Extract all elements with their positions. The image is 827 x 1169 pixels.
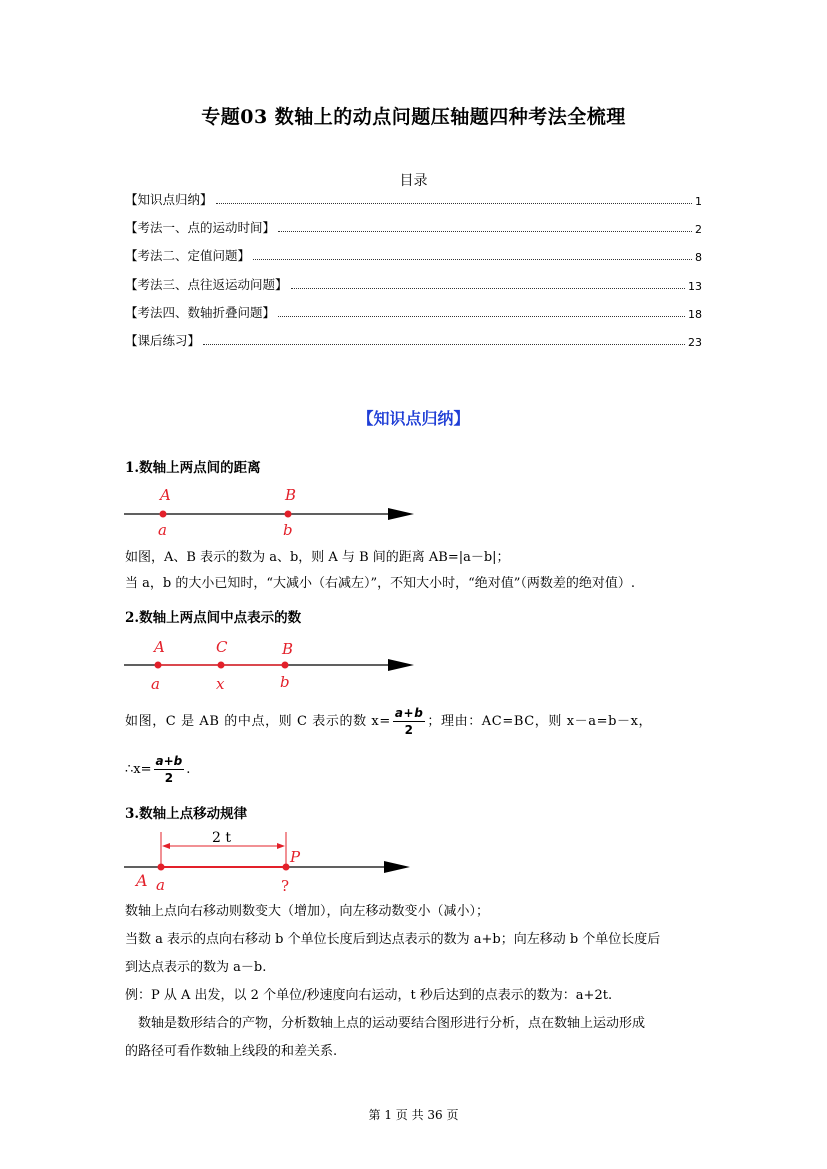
paragraph: 例：P 从 A 出发，以 2 个单位/秒速度向右运动，t 秒后达到的点表示的数为：a+2t.: [125, 988, 613, 1003]
number-line-figure-1: [120, 480, 420, 542]
toc-entry-label: 【考法四、数轴折叠问题】: [125, 305, 276, 320]
toc-entry-label: 【考法一、点的运动时间】: [125, 220, 276, 235]
label-A: A: [154, 638, 165, 656]
label-C: C: [216, 638, 228, 656]
label-a: a: [151, 675, 160, 693]
toc-leader-dots: [253, 258, 692, 260]
toc-entry-label: 【考法二、定值问题】: [125, 248, 251, 263]
paragraph: 当 a，b 的大小已知时，“大减小（右减左）”，不知大小时，“绝对值”（两数差的绝对值）.: [125, 576, 636, 591]
fraction: [393, 705, 426, 738]
label-distance: 2 t: [212, 830, 231, 846]
toc-entry-page: 18: [688, 308, 702, 321]
point-a: [158, 864, 165, 871]
toc-entry[interactable]: [125, 186, 702, 208]
toc-entry[interactable]: [125, 214, 702, 236]
paragraph: 数轴上点向右移动则数变大（增加），向左移动数变小（减小）；: [125, 904, 490, 919]
point-b: [285, 511, 292, 518]
page-footer: 第 1 页 共 36 页: [368, 1108, 459, 1122]
toc-entry[interactable]: [125, 242, 702, 264]
label-question: ?: [281, 877, 290, 895]
number-line-figure-2: [120, 632, 420, 694]
label-B: B: [285, 486, 297, 504]
point-b: [282, 662, 289, 669]
label-A: A: [160, 486, 171, 504]
toc-entry-page: 13: [688, 280, 702, 293]
toc-leader-dots: [291, 287, 685, 289]
toc-entry-label: 【考法三、点往返运动问题】: [125, 277, 288, 292]
toc-heading: 目录: [399, 173, 428, 189]
fraction-denominator: 2: [164, 771, 174, 785]
paragraph: 数轴是数形结合的产物，分析数轴上点的运动要结合图形进行分析，点在数轴上运动形成: [138, 1016, 646, 1031]
section-heading: 【知识点归纳】: [357, 409, 470, 428]
label-B: B: [282, 640, 294, 658]
toc-entry-label: 【知识点归纳】: [125, 192, 213, 207]
paragraph: [125, 704, 705, 740]
label-b: b: [283, 521, 293, 539]
text-run: .: [186, 762, 191, 777]
paragraph: 到达点表示的数为 a－b.: [125, 960, 267, 975]
subsection-heading: 3.数轴上点移动规律: [125, 806, 248, 822]
toc-leader-dots: [278, 315, 685, 317]
fraction-numerator: a+b: [155, 754, 183, 768]
point-c: [218, 662, 225, 669]
fraction-denominator: 2: [404, 723, 414, 737]
fraction: [154, 753, 185, 786]
toc-entry-page: 8: [695, 251, 702, 264]
subsection-heading: 2.数轴上两点间中点表示的数: [125, 610, 302, 626]
fraction-numerator: a+b: [394, 706, 424, 720]
point-a: [155, 662, 162, 669]
toc-entry-page: 2: [695, 223, 702, 236]
toc-leader-dots: [203, 343, 685, 345]
arrow-head-icon: [388, 659, 414, 671]
subsection-heading: 1.数轴上两点间的距离: [125, 460, 261, 476]
number-line-figure-3: [120, 824, 420, 896]
arrow-head-icon: [384, 861, 410, 873]
toc-leader-dots: [278, 230, 692, 232]
text-run: ；理由：AC=BC，则 x－a=b－x，: [427, 714, 653, 729]
toc-entry[interactable]: [125, 299, 702, 321]
toc-leader-dots: [216, 202, 692, 204]
toc-entry[interactable]: [125, 271, 702, 293]
label-x: x: [216, 675, 225, 693]
toc-entry[interactable]: [125, 327, 702, 349]
text-run: ∴x=: [125, 762, 152, 777]
label-P: P: [290, 848, 301, 866]
toc-entry-page: 23: [688, 336, 702, 349]
text-run: 如图，C 是 AB 的中点，则 C 表示的数 x=: [125, 714, 391, 729]
label-a: a: [158, 521, 167, 539]
label-a: a: [156, 876, 165, 894]
page-title: 专题03 数轴上的动点问题压轴题四种考法全梳理: [201, 106, 626, 128]
paragraph: 如图，A、B 表示的数为 a、b，则 A 与 B 间的距离 AB=|a－b|；: [125, 550, 510, 565]
paragraph: 当数 a 表示的点向右移动 b 个单位长度后到达点表示的数为 a+b；向左移动 b 个单位长度后: [125, 932, 661, 947]
point-a: [160, 511, 167, 518]
dimension-arrow-right-icon: [277, 843, 285, 849]
label-b: b: [280, 673, 290, 691]
toc-entry-page: 1: [695, 195, 702, 208]
label-A: A: [136, 871, 148, 890]
toc-entry-label: 【课后练习】: [125, 333, 201, 348]
arrow-head-icon: [388, 508, 414, 520]
dimension-arrow-left-icon: [162, 843, 170, 849]
point-p: [283, 864, 290, 871]
paragraph: 的路径可看作数轴上线段的和差关系.: [125, 1044, 338, 1059]
paragraph: [125, 752, 705, 788]
